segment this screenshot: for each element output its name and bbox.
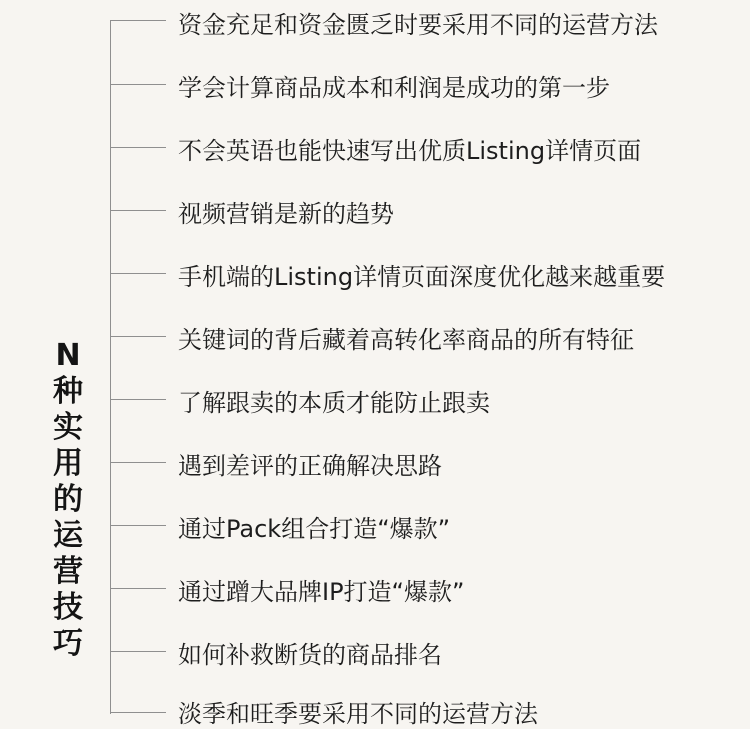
item-label: 视频营销是新的趋势 [178,200,394,228]
branch-line [110,588,166,589]
branch-line [110,84,166,85]
branch-line [110,20,166,21]
branch-line [110,210,166,211]
title-char: 技 [53,590,83,625]
item-label: 如何补救断货的商品排名 [178,641,442,669]
item-label: 不会英语也能快速写出优质Listing详情页面 [178,137,642,165]
branch-line [110,525,166,526]
item-label: 关键词的背后藏着高转化率商品的所有特征 [178,326,634,354]
title-char: N [55,338,81,373]
title-char: 种 [53,374,83,409]
branch-line [110,399,166,400]
branch-line [110,273,166,274]
tree-spine-line [110,20,111,714]
item-label: 了解跟卖的本质才能防止跟卖 [178,389,490,417]
title-char: 的 [53,482,83,517]
title-char: 实 [53,410,83,445]
item-label: 淡季和旺季要采用不同的运营方法 [178,700,538,728]
item-label: 学会计算商品成本和利润是成功的第一步 [178,74,610,102]
diagram-title-vertical [48,338,88,662]
branch-line [110,462,166,463]
item-label: 通过蹭大品牌IP打造“爆款” [178,578,465,606]
title-char: 运 [53,518,83,553]
branch-line [110,651,166,652]
branch-line [110,147,166,148]
item-label: 通过Pack组合打造“爆款” [178,515,451,543]
item-label: 资金充足和资金匮乏时要采用不同的运营方法 [178,11,658,39]
title-char: 巧 [53,626,83,661]
item-label: 手机端的Listing详情页面深度优化越来越重要 [178,263,666,291]
branch-line [110,712,166,713]
title-char: 用 [53,446,83,481]
item-label: 遇到差评的正确解决思路 [178,452,442,480]
branch-line [110,336,166,337]
title-char: 营 [53,554,83,589]
